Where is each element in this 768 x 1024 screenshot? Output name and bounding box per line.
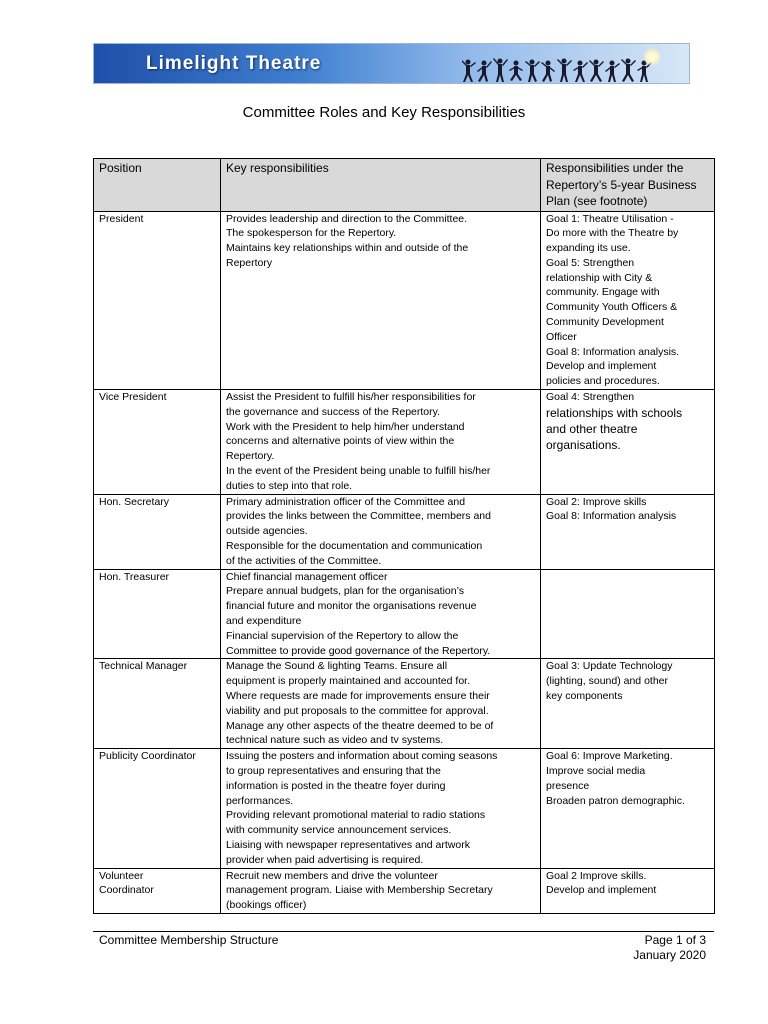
footer-divider: [93, 931, 714, 932]
responsibilities-line: performances.: [226, 794, 294, 807]
position-line: Vice President: [99, 391, 167, 404]
position-line: Hon. Treasurer: [99, 570, 170, 583]
table-row: [94, 494, 715, 569]
plan-cell: [541, 390, 715, 495]
responsibilities-line: Liaising with newspaper representatives and artwork: [226, 838, 470, 851]
banner-title: Limelight Theatre: [146, 53, 322, 74]
header-plan-line: Responsibilities under the: [546, 161, 684, 175]
plan-line: and other theatre: [546, 421, 638, 436]
responsibilities-line: Maintains key relationships within and outside of the: [226, 242, 469, 255]
position-line: Coordinator: [99, 884, 154, 897]
table-row: [94, 749, 715, 868]
header-key-responsibilities: Key responsibilities: [221, 159, 541, 212]
responsibilities-line: Manage any other aspects of the theatre deemed to be of: [226, 719, 494, 732]
dancers-silhouette-logo: [462, 58, 652, 82]
responsibilities-line: Prepare annual budgets, plan for the organisation’s: [226, 585, 464, 598]
roles-table-body: [94, 211, 715, 913]
plan-line: Goal 8: Information analysis: [546, 510, 677, 523]
header-plan-line: Plan (see footnote): [546, 194, 648, 208]
plan-cell: [541, 749, 715, 868]
table-header-row: [94, 159, 715, 212]
responsibilities-line: (bookings officer): [226, 899, 307, 912]
responsibilities-line: duties to step into that role.: [226, 479, 353, 492]
responsibilities-cell: [221, 749, 541, 868]
responsibilities-line: equipment is properly maintained and accounted for.: [226, 675, 470, 688]
position-cell: [94, 569, 221, 659]
plan-line: Do more with the Theatre by: [546, 227, 679, 240]
plan-line: policies and procedures.: [546, 375, 660, 388]
responsibilities-line: Issuing the posters and information about coming seasons: [226, 750, 498, 763]
plan-line: organisations.: [546, 437, 621, 452]
responsibilities-line: financial future and monitor the organisations revenue: [226, 600, 477, 613]
responsibilities-line: to group representatives and ensuring that the: [226, 764, 441, 777]
position-line: Hon. Secretary: [99, 495, 170, 508]
responsibilities-line: Where requests are made for improvements ensure their: [226, 690, 490, 702]
plan-line: Officer: [546, 330, 577, 343]
responsibilities-line: Work with the President to help him/her understand: [226, 420, 465, 433]
plan-line: community. Engage with: [546, 286, 660, 299]
responsibilities-line: technical nature such as video and tv systems.: [226, 734, 444, 747]
plan-line: Develop and implement: [546, 360, 657, 373]
table-row: [94, 390, 715, 495]
responsibilities-line: Manage the Sound & lighting Teams. Ensure all: [226, 660, 448, 673]
plan-line: Community Development: [546, 316, 664, 329]
responsibilities-line: of the activities of the Committee.: [226, 554, 382, 567]
responsibilities-line: and expenditure: [226, 615, 302, 628]
responsibilities-line: Recruit new members and drive the volunteer: [226, 869, 438, 882]
responsibilities-line: Assist the President to fulfill his/her responsibilities for: [226, 391, 476, 404]
plan-line: Goal 2 Improve skills.: [546, 869, 647, 882]
table-row: [94, 211, 715, 390]
position-cell: [94, 868, 221, 913]
responsibilities-line: viability and put proposals to the committee for approval.: [226, 704, 489, 717]
plan-cell: [541, 569, 715, 659]
roles-table: [93, 158, 715, 914]
responsibilities-line: outside agencies.: [226, 525, 308, 538]
plan-cell: [541, 659, 715, 749]
plan-line: Goal 4: Strengthen: [546, 391, 635, 404]
plan-line: presence: [546, 779, 590, 792]
plan-line: Broaden patron demographic.: [546, 794, 685, 807]
position-cell: [94, 659, 221, 749]
position-cell: [94, 390, 221, 495]
header-business-plan: [541, 159, 715, 212]
plan-line: key components: [546, 690, 623, 702]
plan-cell: [541, 494, 715, 569]
plan-line: Goal 8: Information analysis.: [546, 345, 680, 358]
responsibilities-line: the governance and success of the Repertory.: [226, 405, 441, 418]
footer-date: January 2020: [633, 948, 706, 962]
responsibilities-line: Provides leadership and direction to the Committee.: [226, 212, 468, 225]
responsibilities-cell: [221, 659, 541, 749]
position-cell: [94, 211, 221, 390]
responsibilities-cell: [221, 494, 541, 569]
plan-line: Community Youth Officers &: [546, 301, 678, 314]
plan-line: Goal 3: Update Technology: [546, 660, 673, 673]
plan-line: Goal 2: Improve skills: [546, 495, 647, 508]
plan-cell: [541, 211, 715, 390]
header-banner: [93, 43, 690, 84]
responsibilities-cell: [221, 211, 541, 390]
responsibilities-line: Primary administration officer of the Committee and: [226, 495, 466, 508]
responsibilities-line: Repertory.: [226, 450, 275, 463]
responsibilities-line: information is posted in the theatre foyer during: [226, 779, 446, 792]
plan-line: Goal 1: Theatre Utilisation -: [546, 212, 674, 225]
plan-line: Improve social media: [546, 764, 646, 777]
responsibilities-line: concerns and alternative points of view within the: [226, 435, 455, 448]
plan-line: expanding its use.: [546, 242, 631, 255]
responsibilities-line: provider when paid advertising is required.: [226, 853, 424, 866]
plan-line: Goal 5: Strengthen: [546, 256, 635, 269]
footer-document-name: Committee Membership Structure: [99, 933, 279, 947]
spotlight-icon: [643, 48, 661, 66]
plan-line: relationship with City &: [546, 271, 653, 284]
plan-line: Develop and implement: [546, 884, 657, 897]
responsibilities-line: Financial supervision of the Repertory to allow the: [226, 629, 459, 642]
position-line: President: [99, 212, 144, 225]
plan-line: Goal 6: Improve Marketing.: [546, 750, 673, 763]
responsibilities-line: The spokesperson for the Repertory.: [226, 227, 397, 240]
position-line: Publicity Coordinator: [99, 750, 196, 763]
table-row: [94, 868, 715, 913]
responsibilities-line: with community service announcement services.: [226, 824, 452, 837]
plan-line: (lighting, sound) and other: [546, 675, 668, 688]
position-cell: [94, 749, 221, 868]
footer-page-info: [633, 933, 706, 963]
responsibilities-line: Responsible for the documentation and communication: [226, 540, 483, 553]
footer-page-number: Page 1 of 3: [644, 933, 706, 947]
responsibilities-line: Providing relevant promotional material to radio stations: [226, 809, 486, 822]
responsibilities-line: Committee to provide good governance of the Repertory.: [226, 644, 491, 657]
plan-line: relationships with schools: [546, 405, 683, 420]
responsibilities-line: management program. Liaise with Membership Secretary: [226, 884, 493, 897]
document-title: Committee Roles and Key Responsibilities: [242, 104, 526, 121]
responsibilities-cell: [221, 569, 541, 659]
position-line: Technical Manager: [99, 660, 188, 673]
responsibilities-cell: [221, 390, 541, 495]
table-row: [94, 659, 715, 749]
responsibilities-line: In the event of the President being unable to fulfill his/her: [226, 465, 491, 478]
header-plan-line: Repertory’s 5-year Business: [546, 177, 697, 192]
position-line: Volunteer: [99, 869, 144, 882]
responsibilities-line: Chief financial management officer: [226, 570, 388, 583]
table-row: [94, 569, 715, 659]
position-cell: [94, 494, 221, 569]
responsibilities-cell: [221, 868, 541, 913]
header-position: Position: [94, 159, 221, 212]
responsibilities-line: provides the links between the Committee, members and: [226, 510, 491, 523]
plan-cell: [541, 868, 715, 913]
responsibilities-line: Repertory: [226, 256, 273, 269]
